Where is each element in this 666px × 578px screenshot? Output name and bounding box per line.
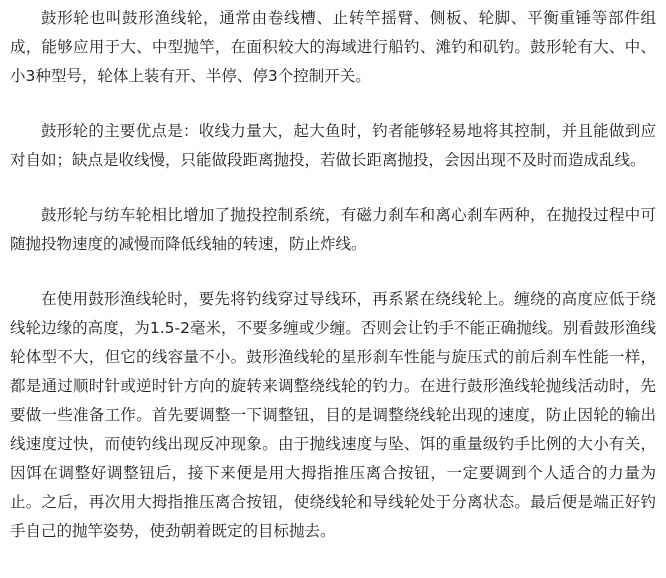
paragraph-overview: 鼓形轮也叫鼓形渔线轮，通常由卷线槽、止转竿摇臂、侧板、轮脚、平衡重锤等部件组成，能够应用于大、中型抛竿，在面积较大的海域进行船钓、滩钓和矶钓。鼓形轮有大、中、小3种型号，轮体上装有开、半停、停3个控制开关。 [10, 9, 656, 85]
paragraph-usage-instructions: 在使用鼓形渔线轮时，要先将钓线穿过导线环，再系紧在绕线轮上。缠绕的高度应低于绕线轮边缘的高度，为1.5-2毫米，不要多缠或少缠。否则会让钓手不能正确抛线。别看鼓形渔线轮体型不大，但它的线容量不小。鼓形渔线轮的星形刹车性能与旋压式的前后刹车性能一样，都是通过顺时针或逆时针方向的旋转来调整绕线轮的钓力。在进行鼓形渔线轮抛线活动时，先要做一些准备工作。首先要调整一下调整钮，目的是调整绕线轮出现的速度，防止因轮的输出线速度过快，而使钓线出现反冲现象。由于抛线速度与坠、饵的重量级钓手比例的大小有关，因饵在调整好调整钮后，接下来便是用大拇指推压离合按钮，一定要调到个人适合的力量为止。之后，再次用大拇指推压离合按钮，使绕线轮和导线轮处于分离状态。最后便是端正好钓手自己的抛竿姿势，使劲朝着既定的目标抛去。 [10, 290, 656, 540]
article-body [10, 4, 656, 546]
paragraph-braking-system: 鼓形轮与纺车轮相比增加了抛投控制系统，有磁力刹车和离心刹车两种，在抛投过程中可随抛投物速度的减慢而降低线轴的转速，防止炸线。 [10, 206, 656, 253]
paragraph-pros-cons: 鼓形轮的主要优点是：收线力量大，起大鱼时，钓者能够轻易地将其控制，并且能做到应对自如；缺点是收线慢，只能做段距离抛投，若做长距离抛投，会因出现不及时而造成乱线。 [10, 122, 656, 169]
